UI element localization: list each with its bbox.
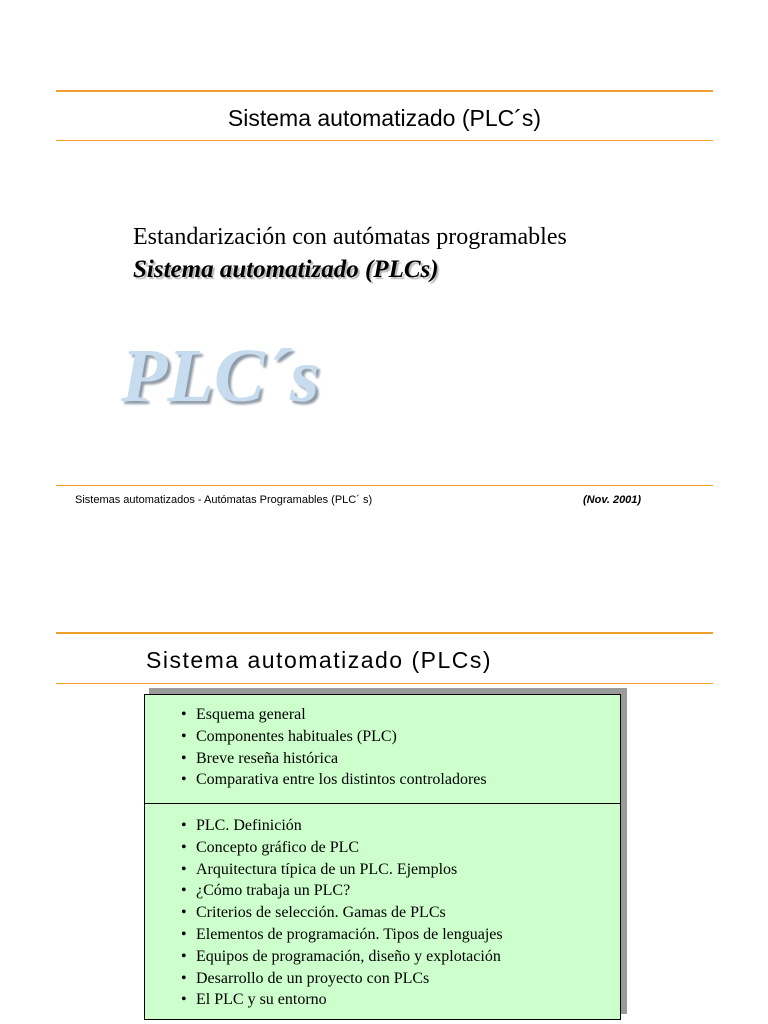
content-box xyxy=(144,694,621,1020)
list-item: • Arquitectura típica de un PLC. Ejemplos xyxy=(183,859,620,881)
box-divider xyxy=(145,803,620,804)
slide2-title: Sistema automatizado (PLCs) xyxy=(146,647,493,673)
list-item: • El PLC y su entorno xyxy=(183,989,620,1011)
box-section-overview xyxy=(145,704,620,791)
list-item: • PLC. Definición xyxy=(183,815,620,837)
plcs-logo-text: PLC´s xyxy=(121,334,320,418)
slide1-footer-rule xyxy=(56,485,713,486)
list-item: • Comparativa entre los distintos controladores xyxy=(183,769,620,791)
list-item: • Criterios de selección. Gamas de PLCs xyxy=(183,902,620,924)
slide1-title: Sistema automatizado (PLC´s) xyxy=(227,105,542,131)
slide1-subtitle-line1: Estandarización con autómatas programables xyxy=(133,224,567,250)
slide1-subtitle-line2: Sistema automatizado (PLCs) xyxy=(133,256,439,283)
slide2-top-rule xyxy=(56,632,713,634)
list-item: • Elementos de programación. Tipos de lenguajes xyxy=(183,924,620,946)
list-item: • Componentes habituales (PLC) xyxy=(183,726,620,748)
topics-list xyxy=(145,815,620,1011)
slide2-title-rule xyxy=(56,683,713,684)
box-section-topics xyxy=(145,815,620,1011)
overview-list xyxy=(145,704,620,791)
slide1-footer-date: (Nov. 2001) xyxy=(583,494,642,506)
slide1-footer-left: Sistemas automatizados - Autómatas Programables (PLC´ s) xyxy=(75,494,373,506)
slide1-top-rule xyxy=(56,90,713,92)
list-item: • Equipos de programación, diseño y explotación xyxy=(183,946,620,968)
list-item: • Desarrollo de un proyecto con PLCs xyxy=(183,968,620,990)
slide1-title-rule xyxy=(56,140,713,141)
list-item: • Concepto gráfico de PLC xyxy=(183,837,620,859)
list-item: • Breve reseña histórica xyxy=(183,748,620,770)
list-item: • Esquema general xyxy=(183,704,620,726)
list-item: • ¿Cómo trabaja un PLC? xyxy=(183,880,620,902)
